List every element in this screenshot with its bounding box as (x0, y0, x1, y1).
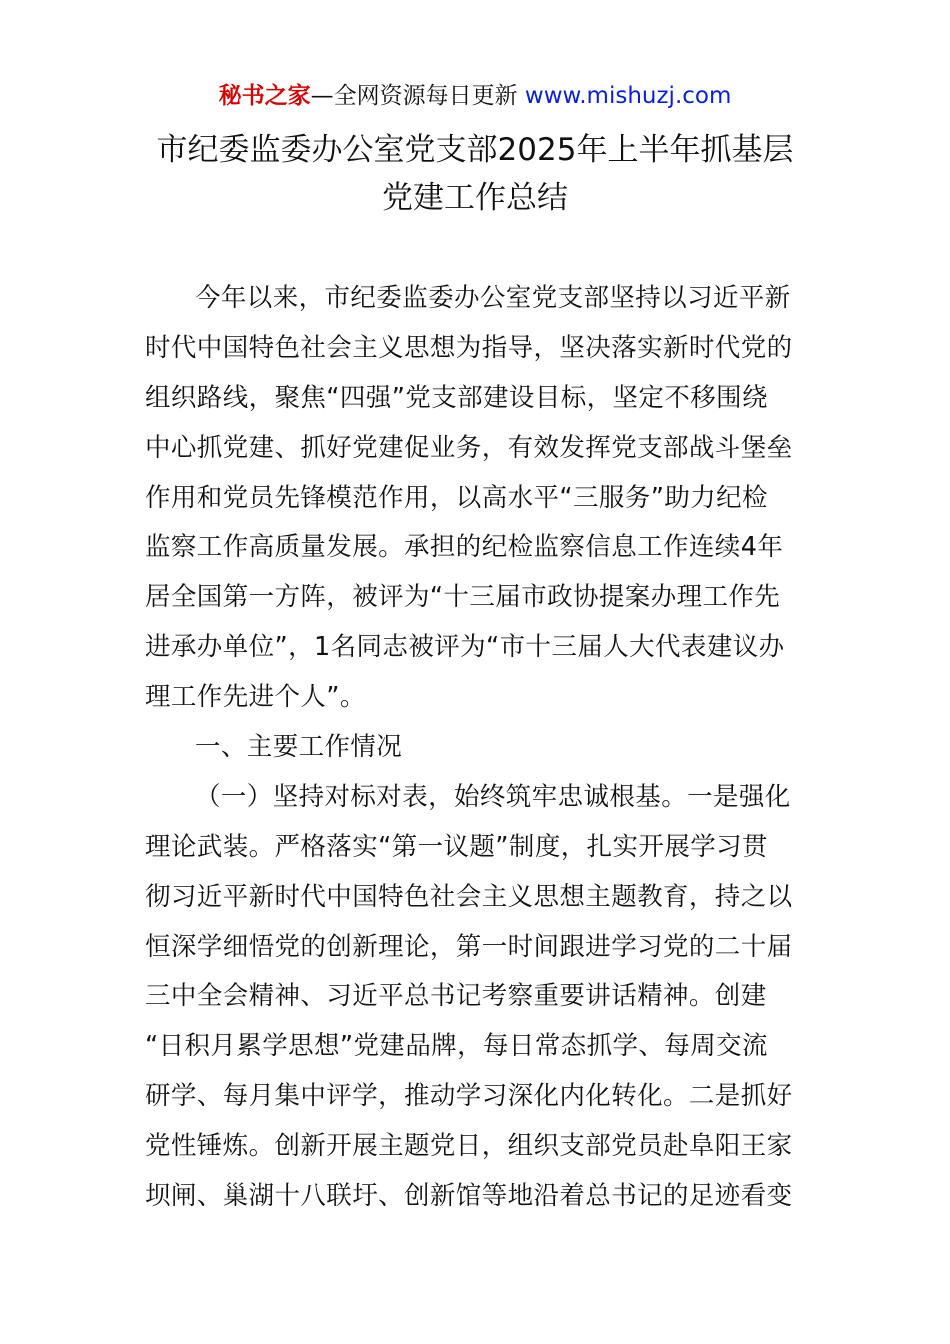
body-line: 恒深学细悟党的创新理论，第一时间跟进学习党的二十届 (145, 931, 793, 962)
body-line: 监察工作高质量发展。承担的纪检监察信息工作连续4年 (145, 532, 784, 563)
body-line: 今年以来，市纪委监委办公室党支部坚持以习近平新 (195, 283, 791, 313)
document-title (60, 126, 890, 222)
body-line: 中心抓党建、抓好党建促业务，有效发挥党支部战斗堡垒 (145, 432, 793, 463)
body-line: “日积月累学思想”党建品牌，每日常态抓学、每周交流 (145, 1031, 768, 1062)
body-line: 组织路线，聚焦“四强”党支部建设目标，坚定不移围绕 (145, 382, 768, 413)
site-tagline: —全网资源每日更新 (310, 83, 525, 109)
body-line: （一）坚持对标对表，始终筑牢忠诚根基。一是强化 (195, 781, 791, 812)
body-line: 作用和党员先锋模范作用，以高水平“三服务”助力纪检 (145, 482, 768, 513)
section-heading: 一、主要工作情况 (195, 732, 403, 763)
document-body (145, 274, 810, 1222)
site-header (0, 80, 950, 112)
body-line: 研学、每月集中评学，推动学习深化内化转化。二是抓好 (145, 1081, 793, 1112)
body-line: 党性锤炼。创新开展主题党日，组织支部党员赴阜阳王家 (145, 1131, 793, 1162)
body-line: 理工作先进个人”。 (145, 682, 366, 713)
title-line-2: 党建工作总结 (382, 180, 568, 216)
body-line: 理论武装。严格落实“第一议题”制度，扎实开展学习贯 (145, 831, 768, 862)
body-line: 坝闸、巢湖十八联圩、创新馆等地沿着总书记的足迹看变 (145, 1181, 793, 1212)
title-line-1: 市纪委监委办公室党支部2025年上半年抓基层 (156, 132, 794, 168)
body-line: 进承办单位”，1名同志被评为“市十三届人大代表建议办 (145, 632, 785, 663)
brand-name: 秘书之家 (218, 83, 311, 109)
site-url-link[interactable]: www.mishuzj.com (524, 83, 732, 109)
body-line: 彻习近平新时代中国特色社会主义思想主题教育，持之以 (145, 881, 793, 912)
body-line: 居全国第一方阵，被评为“十三届市政协提案办理工作先 (145, 582, 781, 613)
body-line: 三中全会精神、习近平总书记考察重要讲话精神。创建 (145, 981, 767, 1012)
body-line: 时代中国特色社会主义思想为指导，坚决落实新时代党的 (145, 332, 793, 363)
